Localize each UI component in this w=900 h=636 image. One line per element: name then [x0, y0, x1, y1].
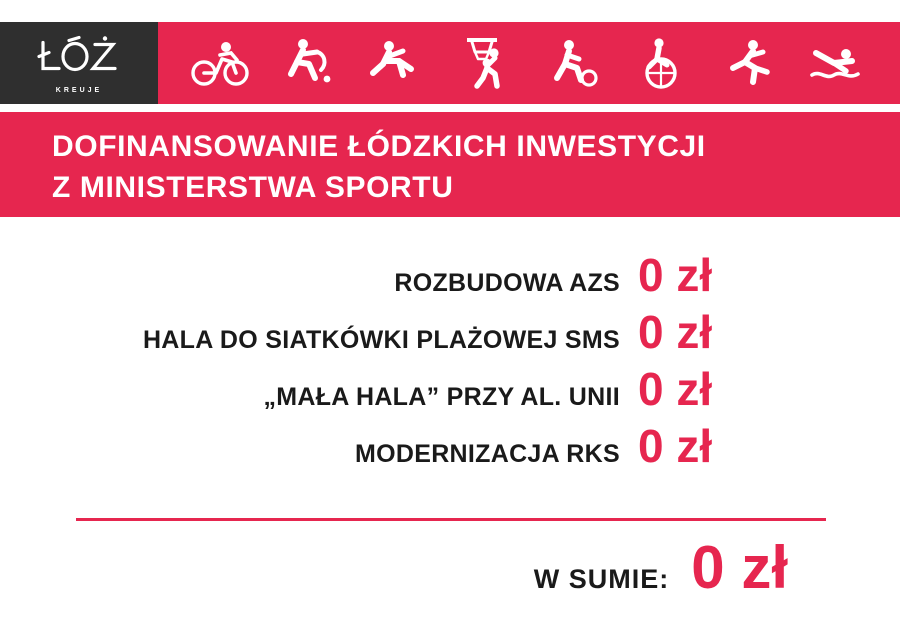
- title-banner: [0, 112, 900, 217]
- top-bar: [0, 22, 900, 104]
- field-hockey-icon: [276, 33, 340, 93]
- row-label: MODERNIZACJA RKS: [355, 440, 620, 468]
- total-divider: [76, 518, 826, 521]
- row-label: „MAŁA HALA” PRZY AL. UNII: [263, 383, 620, 411]
- title-line-1: DOFINANSOWANIE ŁÓDZKICH INWESTYCJI: [52, 130, 706, 163]
- athletics-hurdles-icon: [365, 33, 429, 93]
- cycling-icon: [188, 33, 252, 93]
- row-value: 0 zł: [638, 249, 713, 301]
- total-label: W SUMIE:: [533, 564, 670, 594]
- total-row: [0, 534, 900, 601]
- list-item: [0, 306, 900, 366]
- row-label: ROZBUDOWA AZS: [394, 269, 620, 297]
- running-icon: [718, 33, 782, 93]
- city-logo: [0, 22, 158, 104]
- swimming-icon: [806, 33, 870, 93]
- lodz-wordmark-icon: [33, 35, 125, 88]
- city-logo-tagline: KREUJE: [55, 87, 103, 94]
- basketball-icon: [453, 33, 517, 93]
- title-line-2: Z MINISTERSTWA SPORTU: [52, 171, 454, 204]
- row-label: HALA DO SIATKÓWKI PLAŻOWEJ SMS: [142, 326, 620, 354]
- sports-icon-strip: [158, 22, 900, 104]
- list-item: [0, 249, 900, 309]
- row-value: 0 zł: [638, 306, 713, 358]
- bmx-icon: [629, 33, 693, 93]
- football-icon: [541, 33, 605, 93]
- funding-rows: [0, 249, 900, 480]
- row-value: 0 zł: [638, 363, 713, 415]
- list-item: [0, 420, 900, 480]
- total-value: 0 zł: [691, 534, 788, 601]
- row-value: 0 zł: [638, 420, 713, 472]
- list-item: [0, 363, 900, 423]
